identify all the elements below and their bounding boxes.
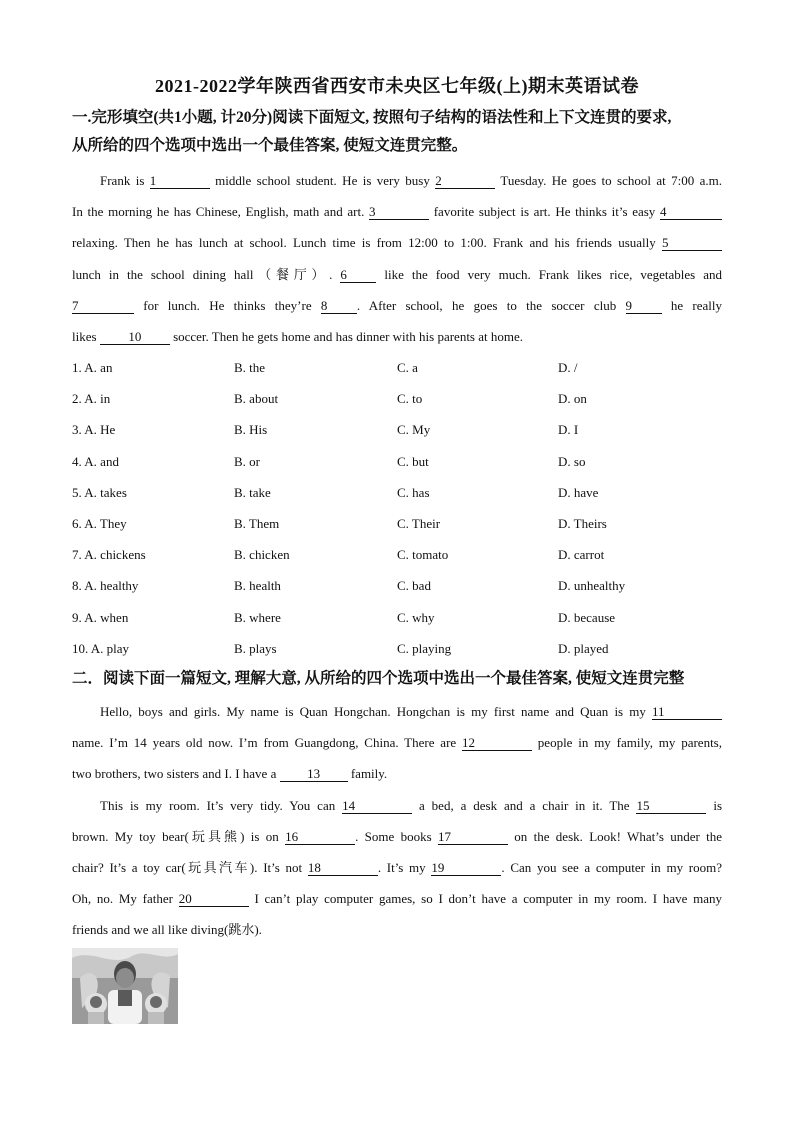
option-c: C. a (397, 360, 418, 375)
options-list (72, 352, 732, 664)
option-c: C. to (397, 391, 423, 407)
option-b: B. about (234, 391, 279, 407)
section2-heading: 二．阅读下面一篇短文, 理解大意, 从所给的四个选项中选出一个最佳答案, 使短文连贯完整 (72, 670, 685, 687)
option-a: 1. A. an (72, 360, 113, 375)
athlete-photo (72, 948, 178, 1024)
option-c: C. has (397, 484, 430, 500)
option-d: D. Theirs (558, 515, 607, 531)
blank-1: 1 (150, 173, 210, 189)
blank-17: 17 (438, 829, 508, 845)
option-d: D. unhealthy (558, 578, 626, 594)
option-b: B. chicken (234, 547, 290, 563)
passage-line: lunch in the school dining hall（餐厅）. 6 like the food very much. Frank likes rice, vegetables and (72, 266, 722, 282)
blank-5: 5 (662, 235, 722, 251)
option-a: 3. A. He (72, 422, 116, 438)
option-a: 9. A. when (72, 609, 129, 625)
option-c: C. Their (397, 515, 441, 531)
passage-line: chair? It’s a toy car(玩具汽车). It’s not 18 . It’s my 19 . Can you see a computer in my room? (72, 859, 722, 875)
exam-title: 2021-2022学年陕西省西安市未央区七年级(上)期末英语试卷 (155, 76, 639, 96)
question-row (72, 633, 732, 664)
passage-line: two brothers, two sisters and I. I have a 13 family. (72, 766, 388, 782)
blank-2: 2 (435, 173, 495, 189)
section1-heading (72, 104, 732, 160)
question-row (72, 446, 732, 477)
question-row (72, 477, 732, 508)
option-b: B. the (234, 360, 266, 375)
blank-12: 12 (462, 735, 532, 751)
option-b: B. His (234, 422, 268, 438)
blank-19: 19 (431, 860, 501, 876)
option-d: D. have (558, 484, 599, 500)
question-row (72, 539, 732, 570)
option-a: 10. A. play (72, 640, 130, 656)
option-d: D. on (558, 391, 587, 407)
blank-11: 11 (652, 704, 722, 720)
option-a: 5. A. takes (72, 484, 127, 500)
blank-4: 4 (660, 204, 722, 220)
blank-8: 8 (321, 298, 357, 314)
option-a: 7. A. chickens (72, 547, 146, 563)
option-a: 8. A. healthy (72, 578, 139, 594)
passage-line: In the morning he has Chinese, English, math and art. 3 favorite subject is art. He thinks it’s easy 4 (72, 196, 722, 227)
passage-line: likes 10 soccer. Then he gets home and has dinner with his parents at home. (72, 328, 524, 344)
option-d: D. I (558, 422, 579, 438)
blank-9: 9 (626, 298, 662, 314)
option-d: D. because (558, 609, 616, 625)
passage-line: This is my room. It’s very tidy. You can 14 a bed, a desk and a chair in it. The 15 is (100, 797, 722, 813)
option-a: 4. A. and (72, 453, 119, 469)
passage-line: friends and we all like diving(跳水). (72, 922, 262, 938)
option-c: C. tomato (397, 547, 449, 563)
question-row (72, 383, 732, 414)
option-c: C. but (397, 453, 429, 469)
blank-13: 13 (280, 766, 348, 782)
question-row (72, 602, 732, 633)
option-b: B. take (234, 484, 271, 500)
option-d: D. carrot (558, 547, 605, 563)
option-d: D. played (558, 640, 609, 656)
blank-20: 20 (179, 891, 249, 907)
option-a: 6. A. They (72, 515, 127, 531)
blank-18: 18 (308, 860, 378, 876)
cloze-passage (72, 165, 722, 352)
passage-line: Frank is 1 middle school student. He is very busy 2 Tuesday. He goes to school at 7:00 a.m. (100, 173, 722, 188)
blank-3: 3 (369, 204, 429, 220)
option-c: C. playing (397, 640, 452, 656)
blank-15: 15 (636, 798, 706, 814)
question-row (72, 508, 732, 539)
option-d: D. so (558, 453, 586, 469)
option-b: B. or (234, 453, 260, 469)
section1-heading-line2: 从所给的四个选项中选出一个最佳答案, 使短文连贯完整。 (72, 137, 468, 154)
blank-6: 6 (340, 267, 376, 283)
option-c: C. My (397, 422, 431, 438)
blank-10: 10 (100, 329, 170, 345)
reading-passage (72, 696, 722, 946)
question-row (72, 570, 732, 601)
option-c: C. bad (397, 578, 431, 594)
option-b: B. Them (234, 515, 280, 531)
option-b: B. plays (234, 640, 277, 656)
option-d: D. / (558, 360, 578, 375)
question-row (72, 352, 732, 383)
passage-line: Oh, no. My father 20 I can’t play computer games, so I don’t have a computer in my room. I have many (72, 891, 722, 907)
blank-16: 16 (285, 829, 355, 845)
option-b: B. health (234, 578, 281, 594)
blank-7: 7 (72, 298, 134, 314)
option-a: 2. A. in (72, 391, 111, 407)
passage-line: relaxing. Then he has lunch at school. Lunch time is from 12:00 to 1:00. Frank and his friends usually 5 (72, 227, 722, 258)
passage-line: brown. My toy bear(玩具熊) is on 16 . Some books 17 on the desk. Look! What’s under the (72, 828, 722, 844)
option-b: B. where (234, 609, 281, 625)
blank-14: 14 (342, 798, 412, 814)
passage-line: name. I’m 14 years old now. I’m from Guangdong, China. There are 12 people in my family, my parents, (72, 735, 722, 751)
section1-heading-line1: 一.完形填空(共1小题, 计20分)阅读下面短文, 按照句子结构的语法性和上下文连贯的要求, (72, 109, 672, 126)
passage-line: 7 for lunch. He thinks they’re 8 . After school, he goes to the soccer club 9 he really (72, 297, 722, 313)
passage-line: Hello, boys and girls. My name is Quan Hongchan. Hongchan is my first name and Quan is my 11 (72, 696, 722, 727)
question-row (72, 414, 732, 445)
option-c: C. why (397, 609, 435, 625)
